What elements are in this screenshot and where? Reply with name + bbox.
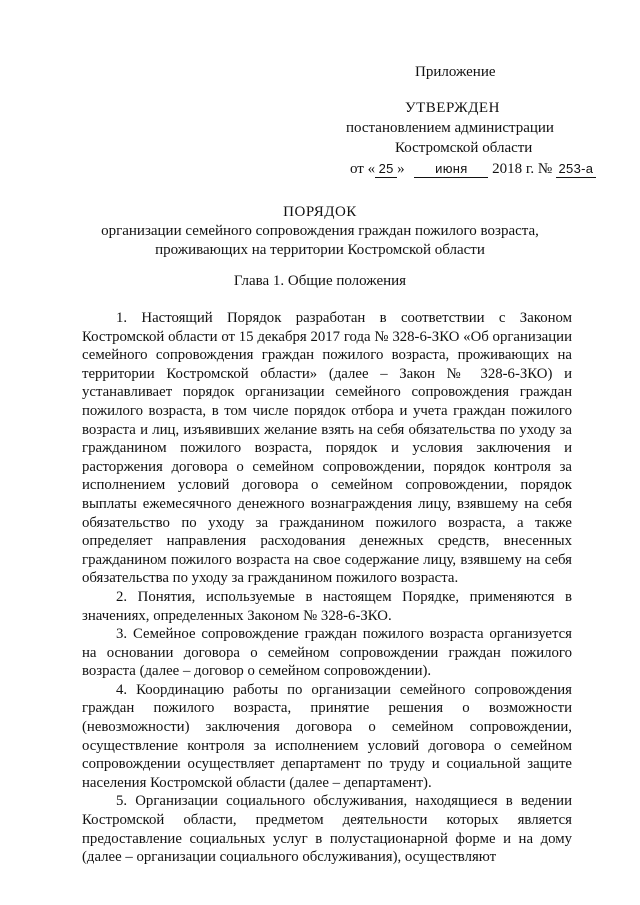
paragraph-1: 1. Настоящий Порядок разработан в соответствии с Законом Костромской области от 15 декабря 2017 года № 328-6-ЗКО «Об организации семейного сопровождения граждан пожилого возраста, проживающих на территории Костромской области» (далее – Закон № 328-6-ЗКО) и устанавливает порядок организации семейного сопровождения граждан пожилого возраста, в том числе порядок отбора и учета граждан пожилого возраста и лиц, изъявивших желание взять на себя обязательства по уходу за гражданином пожилого возраста, порядок и условия заключения и расторжения договора о семейном сопровождении, порядок контроля за исполнением условий договора о семейном сопровождении, порядок выплаты ежемесячного денежного вознаграждения лицу, взявшему на себя обязательство по уходу за гражданином пожилого возраста, а также определяет направления расходования денежных средств, внесенных гражданином пожилого возраста на свое содержание лицу, взявшему на себя обязательства по уходу за гражданином пожилого возраста. xyxy=(82,310,572,587)
decree-line-1: постановлением администрации xyxy=(346,120,554,136)
document-title: ПОРЯДОК xyxy=(283,204,357,220)
paragraph-5: 5. Организации социального обслуживания, находящиеся в ведении Костромской области, предметом деятельности которых является предоставление социальных услуг в полустационарной форме и на дому (далее – организации социального обслуживания), осуществляют xyxy=(82,793,572,866)
date-day: 25 xyxy=(375,161,397,178)
date-year: 2018 г. № xyxy=(492,161,553,177)
paragraph-4: 4. Координацию работы по организации семейного сопровождения граждан пожилого возраста, принятие решения о возможности (невозможности) заключения договора о семейном сопровождении, осуществление контроля за исполнением условий договора о семейном сопровождении осуществляет департамент по труду и социальной защите населения Костромской области (далее – департамент). xyxy=(82,681,572,791)
decree-line-2: Костромской области xyxy=(395,140,533,156)
paragraph-2: 2. Понятия, используемые в настоящем Порядке, применяются в значениях, определенных Законом № 328-6-ЗКО. xyxy=(82,588,572,624)
decree-number: 253-а xyxy=(556,161,596,178)
document-subtitle-line-1: организации семейного сопровождения граждан пожилого возраста, xyxy=(101,223,539,239)
document-body xyxy=(82,309,572,867)
date-mid: » xyxy=(397,161,405,177)
paragraph-3: 3. Семейное сопровождение граждан пожилого возраста организуется на основании договора о семейном сопровождении граждан пожилого возраста (далее – договор о семейном сопровождении). xyxy=(82,626,572,680)
document-subtitle-line-2: проживающих на территории Костромской области xyxy=(155,242,485,258)
decree-date-line xyxy=(350,159,596,180)
date-prefix: от « xyxy=(350,161,376,177)
appendix-label: Приложение xyxy=(415,64,496,80)
approved-label: УТВЕРЖДЕН xyxy=(405,100,500,116)
date-month: июня xyxy=(414,161,488,178)
chapter-heading: Глава 1. Общие положения xyxy=(233,273,407,289)
